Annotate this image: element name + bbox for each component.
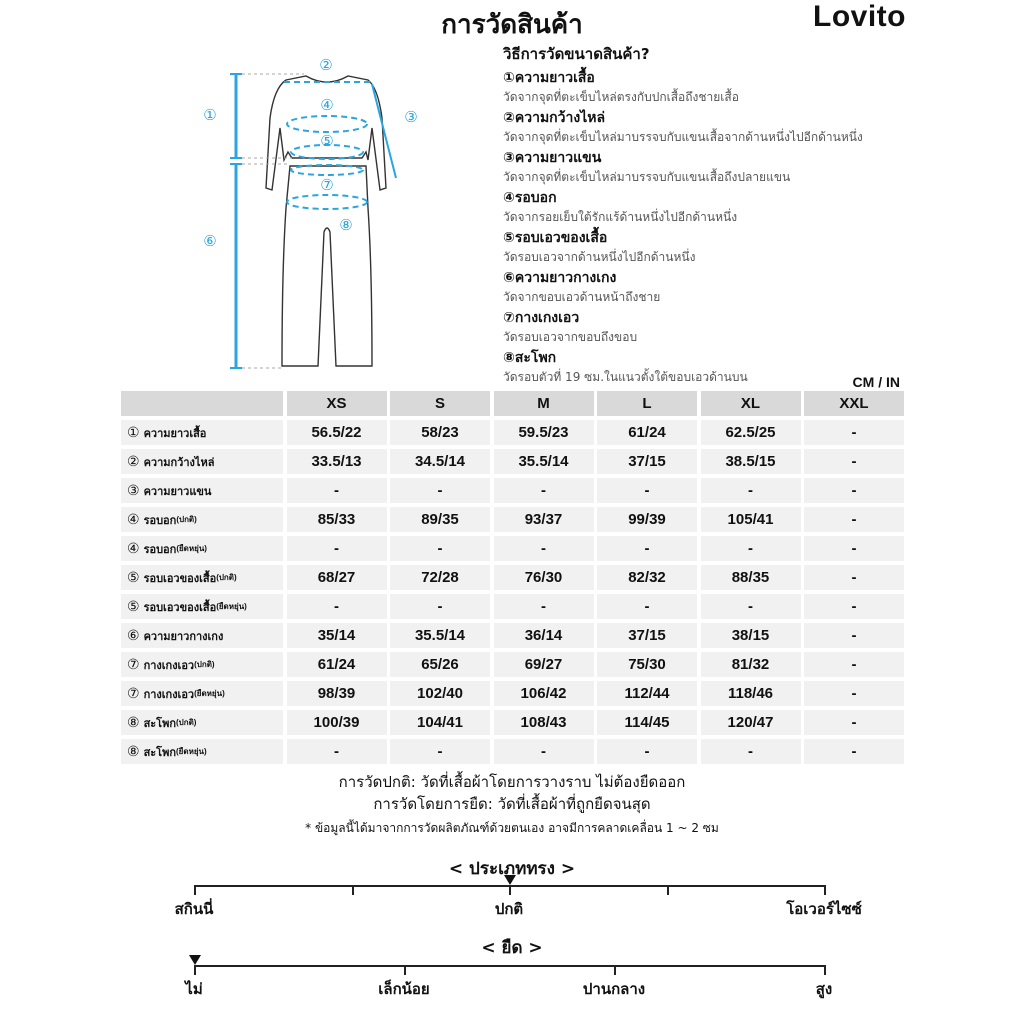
row-label-text: รอบเอวของเสื้อ <box>143 572 217 585</box>
table-cell: - <box>494 536 594 561</box>
table-cell: 99/39 <box>597 507 697 532</box>
table-cell: - <box>804 449 904 474</box>
row-number: ⑦ <box>127 685 140 701</box>
row-label <box>121 652 283 677</box>
units-label: CM / IN <box>852 374 900 390</box>
measure-item-desc: วัดรอบเอวจากด้านหนึ่งไปอีกด้านหนึ่ง <box>503 250 696 264</box>
figure-label-5: ⑤ <box>320 132 334 150</box>
measure-item-desc: วัดจากจุดที่ตะเข็บไหล่มาบรรจบกับแขนเสื้อจากด้านหนึ่งไปอีกด้านหนึ่ง <box>503 130 863 144</box>
row-number: ④ <box>127 540 140 556</box>
row-label <box>121 623 283 648</box>
table-cell: 37/15 <box>597 623 697 648</box>
row-number: ⑦ <box>127 656 140 672</box>
fit-label: ปกติ <box>494 900 524 918</box>
stretch-label: สูง <box>815 980 833 998</box>
row-label <box>121 449 283 474</box>
table-cell: 38/15 <box>701 623 801 648</box>
figure-label-2: ② <box>319 56 333 74</box>
stretch-scale <box>185 965 833 998</box>
garment-outline <box>266 76 386 366</box>
row-label <box>121 420 283 445</box>
measure-item-title: ④รอบอก <box>503 190 557 206</box>
row-label-text: ความยาวเสื้อ <box>143 427 207 440</box>
figure-label-3: ③ <box>404 108 418 126</box>
row-label <box>121 681 283 706</box>
table-cell: 34.5/14 <box>390 449 490 474</box>
fit-scale <box>174 885 862 918</box>
fit-tick <box>824 885 826 895</box>
table-cell: - <box>804 536 904 561</box>
stretch-title: < ยืด > <box>481 938 543 958</box>
measure-item <box>503 108 923 146</box>
table-cell: - <box>804 710 904 735</box>
table-cell: 58/23 <box>390 420 490 445</box>
table-cell: 108/43 <box>494 710 594 735</box>
table-cell: 89/35 <box>390 507 490 532</box>
measure-item-title: ⑧สะโพก <box>503 350 557 366</box>
figure-label-1: ① <box>203 106 217 124</box>
table-cell: 102/40 <box>390 681 490 706</box>
measure-item <box>503 148 923 186</box>
brand-logo: Lovito <box>813 0 906 33</box>
table-cell: 61/24 <box>287 652 387 677</box>
figure-label-6: ⑥ <box>203 232 217 250</box>
table-cell: - <box>804 594 904 619</box>
table-cell: 118/46 <box>701 681 801 706</box>
row-number: ⑤ <box>127 569 140 585</box>
table-cell: - <box>390 478 490 503</box>
row-label <box>121 507 283 532</box>
row-label-sub: (ปกติ) <box>194 660 215 669</box>
fit-tick <box>509 885 511 895</box>
stretch-label: เล็กน้อย <box>378 980 430 998</box>
table-cell: - <box>494 478 594 503</box>
measure-item-title: ②ความกว้างไหล่ <box>503 110 606 126</box>
stretch-tick <box>404 965 406 975</box>
table-cell: 93/37 <box>494 507 594 532</box>
table-cell: 75/30 <box>597 652 697 677</box>
table-cell: - <box>597 478 697 503</box>
row-number: ① <box>127 424 140 440</box>
table-cell: - <box>597 536 697 561</box>
measure-item-title: ③ความยาวแขน <box>503 150 602 166</box>
table-cell: - <box>390 594 490 619</box>
row-label-text: รอบอก <box>143 514 177 527</box>
stretch-marker-icon <box>189 955 201 965</box>
row-number: ⑥ <box>127 627 140 643</box>
size-header: XL <box>701 391 801 416</box>
row-label-text: กางเกงเอว <box>143 688 195 701</box>
table-cell: 106/42 <box>494 681 594 706</box>
row-label-text: สะโพก <box>143 717 177 730</box>
fit-tick <box>194 885 196 895</box>
row-label-sub: (ยืดหยุ่น) <box>216 602 247 611</box>
stretch-tick <box>824 965 826 975</box>
table-cell: - <box>804 681 904 706</box>
measure-item-desc: วัดจากขอบเอวด้านหน้าถึงชาย <box>503 290 661 304</box>
note-normal: การวัดปกติ: วัดที่เสื้อผ้าโดยการวางราบ ไม่ต้องยืดออก <box>338 773 686 791</box>
stretch-label: ปานกลาง <box>582 980 646 998</box>
row-label <box>121 478 283 503</box>
fit-label: สกินนี่ <box>174 900 214 918</box>
size-header: XS <box>287 391 387 416</box>
table-cell: 56.5/22 <box>287 420 387 445</box>
row-label-sub: (ยืดหยุ่น) <box>194 689 225 698</box>
measure-item <box>503 268 923 306</box>
row-number: ⑧ <box>127 743 140 759</box>
row-label-sub: (ปกติ) <box>176 515 197 524</box>
table-cell: 98/39 <box>287 681 387 706</box>
size-table <box>121 391 904 764</box>
measure-item-title: ⑦กางเกงเอว <box>503 310 580 326</box>
table-cell: - <box>804 507 904 532</box>
garment-diagram <box>196 48 446 378</box>
row-label <box>121 565 283 590</box>
measure-item <box>503 188 923 226</box>
table-cell: 112/44 <box>597 681 697 706</box>
stretch-tick <box>194 965 196 975</box>
row-number: ③ <box>127 482 140 498</box>
table-cell: - <box>390 739 490 764</box>
measure-item <box>503 228 923 266</box>
table-cell: 62.5/25 <box>701 420 801 445</box>
table-cell: 88/35 <box>701 565 801 590</box>
table-cell: - <box>597 739 697 764</box>
table-cell: 65/26 <box>390 652 490 677</box>
table-cell: - <box>804 565 904 590</box>
table-cell: 35.5/14 <box>494 449 594 474</box>
table-cell: - <box>287 594 387 619</box>
row-label-sub: (ยืดหยุ่น) <box>176 747 207 756</box>
fit-tick <box>667 885 669 895</box>
how-to-measure <box>503 42 923 388</box>
figure-label-8: ⑧ <box>339 216 353 234</box>
size-header: XXL <box>804 391 904 416</box>
table-cell: - <box>597 594 697 619</box>
table-cell: 120/47 <box>701 710 801 735</box>
size-header: L <box>597 391 697 416</box>
fit-title: < ประเภททรง > <box>448 859 576 879</box>
row-label-text: รอบเอวของเสื้อ <box>143 601 217 614</box>
figure-label-7: ⑦ <box>320 176 334 194</box>
table-cell: - <box>701 536 801 561</box>
table-cell: 35/14 <box>287 623 387 648</box>
table-cell: 81/32 <box>701 652 801 677</box>
table-cell: 105/41 <box>701 507 801 532</box>
table-cell: 72/28 <box>390 565 490 590</box>
row-label <box>121 739 283 764</box>
table-cell: - <box>804 652 904 677</box>
fit-tick <box>352 885 354 895</box>
measure-item-desc: วัดรอบเอวจากขอบถึงขอบ <box>503 330 638 344</box>
note-disclaimer: * ข้อมูลนี้ได้มาจากการวัดผลิตภัณฑ์ด้วยตนเอง อาจมีการคลาดเคลื่อน 1 ~ 2 ซม <box>305 821 719 835</box>
figure-label-4: ④ <box>320 96 334 114</box>
table-cell: - <box>287 478 387 503</box>
table-cell: - <box>804 739 904 764</box>
table-cell: 33.5/13 <box>287 449 387 474</box>
row-label <box>121 536 283 561</box>
size-header: S <box>390 391 490 416</box>
table-cell: 69/27 <box>494 652 594 677</box>
measure-item-desc: วัดจากจุดที่ตะเข็บไหล่มาบรรจบกับแขนเสื้อถึงปลายแขน <box>503 170 791 184</box>
table-cell: - <box>287 536 387 561</box>
table-cell: - <box>701 478 801 503</box>
table-cell: 38.5/15 <box>701 449 801 474</box>
measure-item <box>503 308 923 346</box>
table-corner <box>121 391 283 416</box>
measure-item-title: ⑤รอบเอวของเสื้อ <box>503 230 608 246</box>
fit-label: โอเวอร์ไซซ์ <box>786 900 862 918</box>
size-header: M <box>494 391 594 416</box>
row-label-text: รอบอก <box>143 543 177 556</box>
measure-item-desc: วัดรอบตัวที่ 19 ซม.ในแนวตั้งใต้ขอบเอวด้านบน <box>503 370 748 384</box>
row-number: ④ <box>127 511 140 527</box>
table-cell: 82/32 <box>597 565 697 590</box>
table-cell: 37/15 <box>597 449 697 474</box>
row-number: ⑤ <box>127 598 140 614</box>
table-cell: - <box>287 739 387 764</box>
stretch-label: ไม่ <box>185 980 203 998</box>
how-heading: วิธีการวัดขนาดสินค้า? <box>503 45 650 63</box>
table-cell: 85/33 <box>287 507 387 532</box>
table-cell: - <box>701 739 801 764</box>
row-label-text: กางเกงเอว <box>143 659 195 672</box>
table-cell: - <box>804 623 904 648</box>
row-label-sub: (ปกติ) <box>176 718 197 727</box>
stretch-tick <box>614 965 616 975</box>
table-cell: - <box>804 478 904 503</box>
measure-item-desc: วัดจากรอยเย็บใต้รักแร้ด้านหนึ่งไปอีกด้านหนึ่ง <box>503 210 738 224</box>
note-stretch: การวัดโดยการยืด: วัดที่เสื้อผ้าที่ถูกยืดจนสุด <box>373 795 651 813</box>
table-cell: 59.5/23 <box>494 420 594 445</box>
table-cell: - <box>701 594 801 619</box>
measure-item <box>503 68 923 106</box>
page-title: การวัดสินค้า <box>441 10 583 40</box>
table-cell: 76/30 <box>494 565 594 590</box>
table-cell: 61/24 <box>597 420 697 445</box>
measure-item-desc: วัดจากจุดที่ตะเข็บไหล่ตรงกับปกเสื้อถึงชายเสื้อ <box>503 90 739 104</box>
table-cell: 114/45 <box>597 710 697 735</box>
table-cell: - <box>494 739 594 764</box>
fit-marker-icon <box>504 875 516 885</box>
row-label-sub: (ปกติ) <box>216 573 237 582</box>
row-label-text: สะโพก <box>143 746 177 759</box>
table-cell: 36/14 <box>494 623 594 648</box>
table-cell: - <box>390 536 490 561</box>
row-label-text: ความยาวกางเกง <box>143 630 224 643</box>
row-label-text: ความยาวแขน <box>143 485 212 498</box>
row-number: ② <box>127 453 140 469</box>
measure-item-title: ⑥ความยาวกางเกง <box>503 270 617 286</box>
row-label-text: ความกว้างไหล่ <box>143 456 215 469</box>
table-cell: - <box>804 420 904 445</box>
row-number: ⑧ <box>127 714 140 730</box>
table-cell: 68/27 <box>287 565 387 590</box>
table-cell: - <box>494 594 594 619</box>
row-label <box>121 710 283 735</box>
row-label <box>121 594 283 619</box>
table-cell: 104/41 <box>390 710 490 735</box>
table-cell: 35.5/14 <box>390 623 490 648</box>
measure-item-title: ①ความยาวเสื้อ <box>503 70 595 86</box>
row-label-sub: (ยืดหยุ่น) <box>176 544 207 553</box>
measurement-notes <box>0 771 1024 838</box>
table-cell: 100/39 <box>287 710 387 735</box>
